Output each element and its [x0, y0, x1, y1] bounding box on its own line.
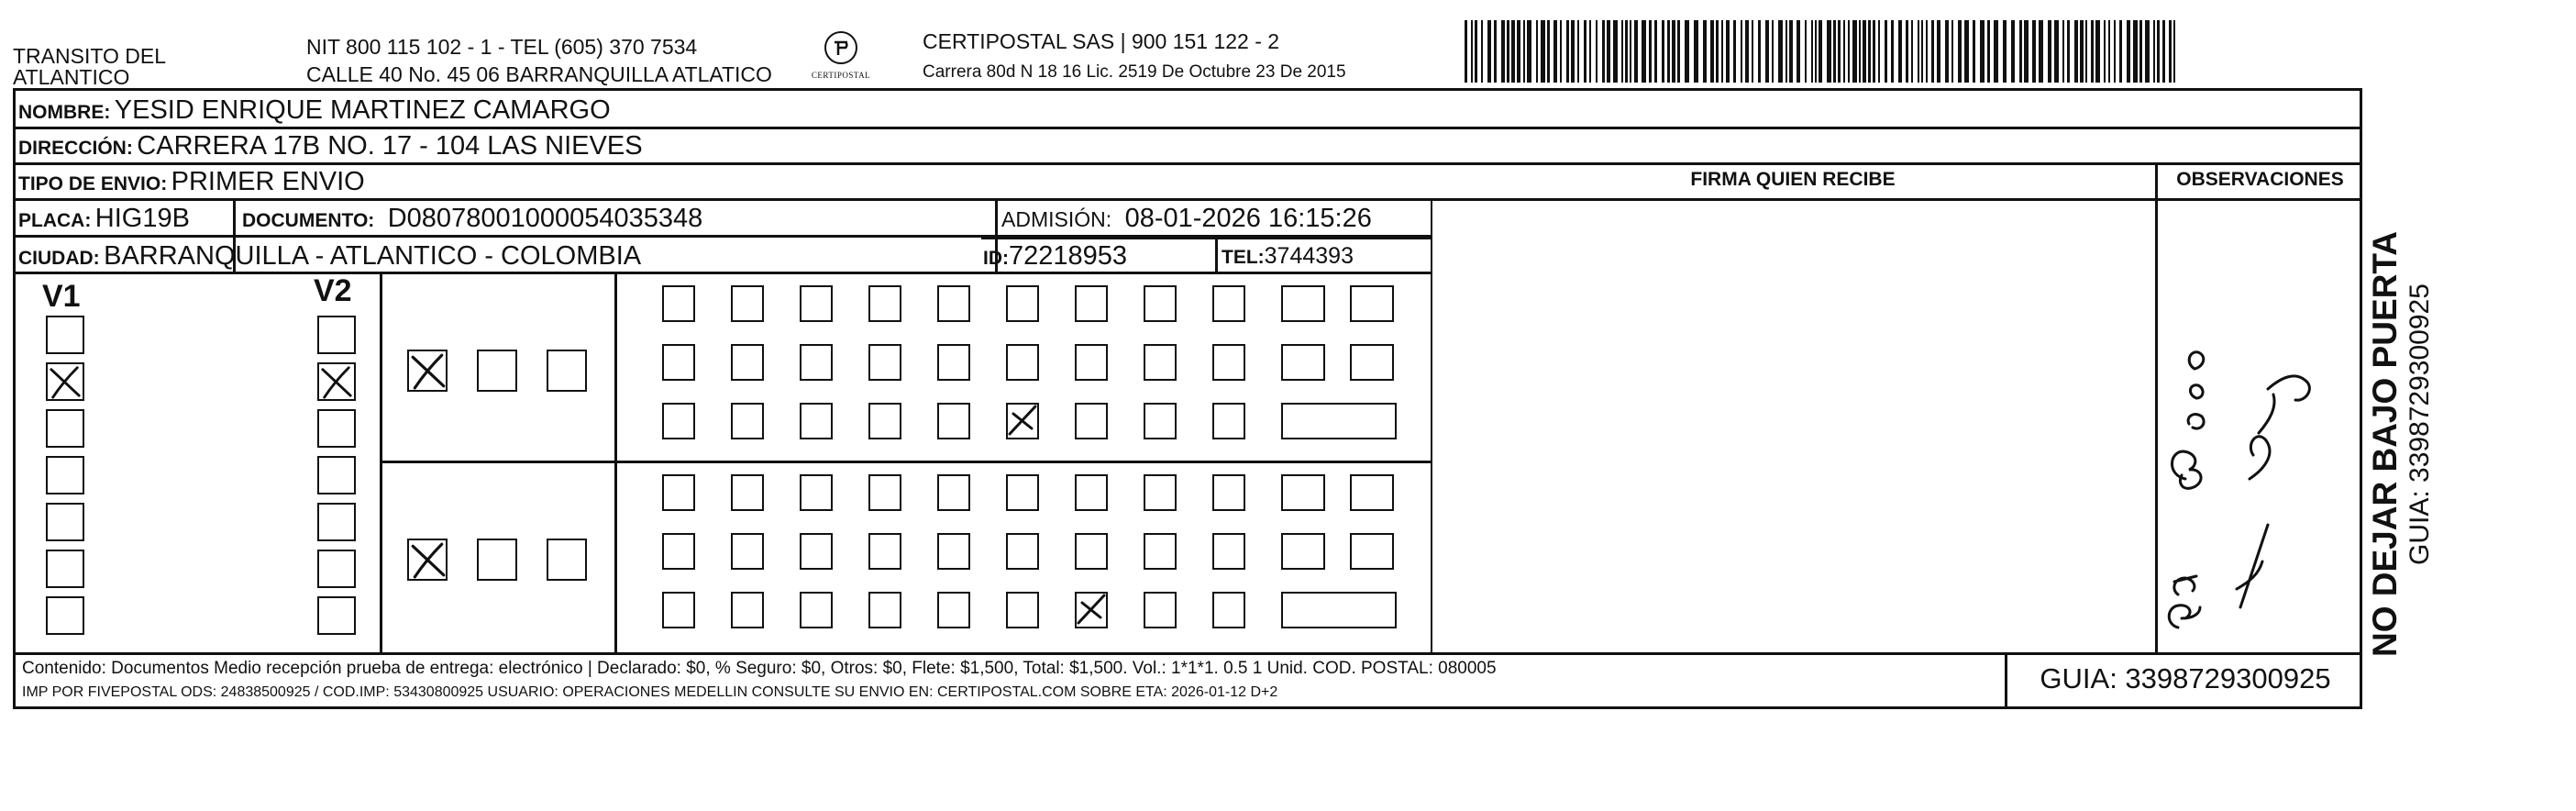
barcode-bar [1703, 20, 1707, 83]
visit-0-day-1[interactable] [662, 285, 695, 322]
barcode-bar [2104, 20, 2106, 83]
ciudad-row [18, 241, 641, 272]
barcode-bar [1772, 20, 1774, 83]
barcode-bar [1987, 20, 1990, 83]
barcode-bar [2139, 20, 2142, 83]
admision-label: ADMISIÓN: [1001, 207, 1112, 231]
barcode-bar [1873, 20, 1875, 83]
observaciones-header [2158, 169, 2362, 191]
footer-guia: GUIA: 3398729300925 [2040, 662, 2331, 694]
carrier-company-line: CERTIPOSTAL SAS | 900 151 122 - 2 [923, 29, 1280, 53]
barcode-bar [2024, 20, 2029, 83]
barcode-bar [1625, 20, 1628, 83]
barcode-bar [2074, 20, 2078, 83]
barcode-bar [1973, 20, 1975, 83]
visit-0-day-2[interactable] [731, 285, 764, 322]
barcode-bar [1571, 20, 1575, 83]
barcode-bar [1863, 20, 1866, 83]
visit-0-day-12[interactable] [662, 344, 695, 381]
visit-0-time-box[interactable] [1281, 403, 1397, 439]
barcode-bar [1859, 20, 1861, 83]
barcode-bar [1931, 20, 1934, 83]
barcode-bar [1672, 20, 1675, 83]
visit-0-day-27[interactable] [937, 403, 970, 439]
visit-1-day-16[interactable] [937, 533, 970, 570]
barcode-bar [1465, 20, 1467, 83]
direccion-row [18, 131, 643, 161]
visit-0-day-14[interactable] [800, 344, 833, 381]
barcode-bar [2019, 20, 2022, 83]
visit-0-day-16[interactable] [937, 344, 970, 381]
logo-text: CERTIPOSTAL [811, 71, 871, 80]
barcode-bar [1726, 20, 1730, 83]
barcode-bar [1906, 20, 1908, 83]
documento-label: DOCUMENTO: [242, 210, 375, 231]
barcode-bar [1621, 20, 1623, 83]
visit-0-day-19[interactable] [1144, 344, 1177, 381]
barcode-bar [1758, 20, 1761, 83]
barcode-bar [1471, 20, 1473, 83]
barcode-bar [1964, 20, 1969, 83]
barcode-bar [1891, 20, 1894, 83]
v2-checkbox-5[interactable] [317, 550, 356, 588]
barcode-bar [1677, 20, 1680, 83]
visit-0-day-6[interactable] [1006, 285, 1039, 322]
visit-1-day-28[interactable] [1006, 592, 1039, 628]
barcode-bar [1745, 20, 1749, 83]
visit-0-day-10[interactable] [1281, 285, 1325, 322]
barcode-bar [2114, 20, 2116, 83]
visit-0-day-3[interactable] [800, 285, 833, 322]
visit-1-day-13[interactable] [731, 533, 764, 570]
barcode-bar [1918, 20, 1919, 83]
barcode-bar [1517, 20, 1520, 83]
nombre-row [18, 95, 611, 126]
visit-1-day-mark [1073, 590, 1110, 630]
barcode-bar [1721, 20, 1723, 83]
barcode-bar [2095, 20, 2100, 83]
barcode-bar [2169, 20, 2172, 83]
v1-checkbox-5[interactable] [46, 550, 84, 588]
visit-1-day-15[interactable] [868, 533, 901, 570]
visit-1-month-checkbox-0[interactable] [407, 539, 448, 581]
barcode-bar [1843, 20, 1845, 83]
barcode-bar [1852, 20, 1857, 83]
barcode-bar [2067, 20, 2070, 83]
observation-handwriting [2158, 204, 2362, 652]
barcode-bar [1789, 20, 1793, 83]
tipo-envio-label: TIPO DE ENVIO: [18, 173, 168, 194]
v2-checkbox-6[interactable] [317, 596, 356, 635]
barcode-bar [1494, 20, 1497, 83]
nombre-label: NOMBRE: [18, 102, 111, 123]
logo-icon [823, 29, 859, 66]
side-guia-text: GUIA: 3398729300925 [2405, 283, 2435, 565]
visit-0-day-15[interactable] [868, 344, 901, 381]
visit-0-day-9[interactable] [1212, 285, 1245, 322]
visit-1-day-14[interactable] [800, 533, 833, 570]
barcode-bar [1501, 20, 1505, 83]
visit-0-day-4[interactable] [868, 285, 901, 322]
visit-0-day-8[interactable] [1144, 285, 1177, 322]
barcode-bar [1577, 20, 1579, 83]
visit-0-day-17[interactable] [1006, 344, 1039, 381]
barcode-bar [1541, 20, 1545, 83]
barcode-bar [1878, 20, 1880, 83]
placa-row [18, 204, 190, 234]
barcode-bar [2003, 20, 2007, 83]
visit-0-day-30[interactable] [1144, 403, 1177, 439]
visit-1-day-3[interactable] [800, 474, 833, 511]
barcode-bar [1584, 20, 1587, 83]
visit-1-day-26[interactable] [868, 592, 901, 628]
v2-checkbox-4[interactable] [317, 503, 356, 541]
certipostal-logo [800, 29, 882, 80]
barcode-bar [1926, 20, 1928, 83]
barcode-bar [1994, 20, 1998, 83]
direccion-label: DIRECCIÓN: [18, 138, 133, 159]
visit-1-time-box[interactable] [1281, 592, 1397, 628]
tel-label: TEL: [1222, 247, 1265, 268]
visit-0-day-mark [1004, 401, 1041, 441]
visit-0-month-checkbox-2[interactable] [547, 350, 587, 392]
v1-checkbox-2[interactable] [46, 409, 84, 448]
visit-1-day-12[interactable] [662, 533, 695, 570]
barcode-bar [1937, 20, 1940, 83]
address-line: CALLE 40 No. 45 06 BARRANQUILLA ATLATICO [306, 62, 772, 86]
observaciones-area [2158, 204, 2362, 652]
barcode-bar [1560, 20, 1562, 83]
barcode-bar [2032, 20, 2036, 83]
visit-1-day-19[interactable] [1144, 533, 1177, 570]
carrier-info [923, 29, 1346, 84]
visit-1-day-8[interactable] [1144, 474, 1177, 511]
barcode-bar [2080, 20, 2084, 83]
ciudad-label: CIUDAD: [18, 248, 100, 269]
barcode-bar [2162, 20, 2165, 83]
v2-checkbox-3[interactable] [317, 456, 356, 494]
barcode-bar [1630, 20, 1631, 83]
visit-1-day-17[interactable] [1006, 533, 1039, 570]
nit-line: NIT 800 115 102 - 1 - TEL (605) 370 7534 [306, 35, 698, 59]
observaciones-header-text: OBSERVACIONES [2176, 169, 2344, 190]
observation-handwriting-text: Gn Blanco [2158, 204, 2162, 205]
visit-1-day-25[interactable] [800, 592, 833, 628]
barcode-bar [1547, 20, 1550, 83]
visit-0-day-20[interactable] [1212, 344, 1245, 381]
barcode-bar [1475, 20, 1477, 83]
visit-0-day-22[interactable] [1350, 344, 1394, 381]
visit-1-day-18[interactable] [1075, 533, 1108, 570]
barcode-bar [1662, 20, 1664, 83]
barcode-bar [1613, 20, 1618, 83]
barcode-bar [1815, 20, 1817, 83]
barcode-bar [2039, 20, 2043, 83]
barcode-bar [1945, 20, 1949, 83]
barcode-image [1465, 20, 2180, 83]
v1-checkbox-3[interactable] [46, 456, 84, 494]
barcode-bar [1827, 20, 1831, 83]
issuer-contact [306, 35, 772, 87]
barcode-bar [1511, 20, 1515, 83]
visit-1-day-10[interactable] [1281, 474, 1325, 511]
v1-checkbox-0[interactable] [46, 316, 84, 354]
tipo-envio-value: PRIMER ENVIO [171, 167, 365, 196]
firma-header [1431, 169, 2155, 191]
documento-value: D08078001000054035348 [387, 204, 703, 233]
barcode-bar [1838, 20, 1841, 83]
admision-row [1001, 204, 1372, 234]
barcode-bar [1642, 20, 1646, 83]
ciudad-value: BARRANQUILLA - ATLANTICO - COLOMBIA [104, 241, 642, 271]
barcode-bar [1752, 20, 1753, 83]
barcode-bar [2091, 20, 2094, 83]
placa-label: PLACA: [18, 210, 92, 231]
visit-1-day-7[interactable] [1075, 474, 1108, 511]
barcode-bar [2127, 20, 2130, 83]
visit-1-day-11[interactable] [1350, 474, 1394, 511]
visit-0-day-18[interactable] [1075, 344, 1108, 381]
issuer-line-1: TRANSITO DEL [13, 44, 166, 68]
barcode-bar [1958, 20, 1962, 83]
visit-0-day-5[interactable] [937, 285, 970, 322]
v2-checkbox-1[interactable] [317, 362, 356, 401]
barcode-bar [2157, 20, 2160, 83]
barcode-bar [2108, 20, 2110, 83]
tel-row [1222, 243, 1354, 270]
visit-0-month-checkbox-1[interactable] [477, 350, 517, 392]
visit-1-day-4[interactable] [868, 474, 901, 511]
barcode-bar [1885, 20, 1887, 83]
footer-imp-line: IMP POR FIVEPOSTAL ODS: 24838500925 / COD.IMP: 53430800925 USUARIO: OPERACIONES MEDELLIN CONSULTE SU ENVIO EN: CERTIPOSTAL.COM SOBRE ETA: 2026-01-12 D+2 [22, 684, 1278, 700]
visit-1-day-24[interactable] [731, 592, 764, 628]
barcode-bar [1819, 20, 1822, 83]
barcode-bar [2085, 20, 2087, 83]
visit-1-day-27[interactable] [937, 592, 970, 628]
visit-1-day-20[interactable] [1212, 533, 1245, 570]
barcode-bar [1507, 20, 1509, 83]
barcode-bar [1667, 20, 1670, 83]
barcode-bar [1733, 20, 1736, 83]
barcode-bar [2119, 20, 2122, 83]
visit-0-day-26[interactable] [868, 403, 901, 439]
issuer-line-2: ATLANTICO [13, 65, 130, 89]
barcode-bar [1778, 20, 1783, 83]
visit-1-day-2[interactable] [731, 474, 764, 511]
visit-1-day-30[interactable] [1144, 592, 1177, 628]
barcode-bar [1898, 20, 1902, 83]
barcode-bar [1607, 20, 1610, 83]
side-no-dejar-text: NO DEJAR BAJO PUERTA [2366, 231, 2404, 657]
id-value: 72218953 [1009, 241, 1128, 271]
barcode-bar [1786, 20, 1787, 83]
visit-0-day-31[interactable] [1212, 403, 1245, 439]
barcode-bar [1589, 20, 1591, 83]
v2-label: V2 [314, 273, 352, 308]
barcode-bar [2054, 20, 2059, 83]
visit-1-month-checkbox-1[interactable] [477, 539, 517, 581]
visit-0-day-13[interactable] [731, 344, 764, 381]
barcode-bar [1527, 20, 1531, 83]
barcode-bar [1654, 20, 1657, 83]
barcode-bar [1848, 20, 1850, 83]
visit-1-day-6[interactable] [1006, 474, 1039, 511]
barcode-bar [1980, 20, 1985, 83]
visit-1-day-1[interactable] [662, 474, 695, 511]
barcode-bar [1553, 20, 1557, 83]
barcode [1465, 20, 2180, 83]
placa-value: HIG19B [94, 204, 190, 233]
barcode-bar [1685, 20, 1689, 83]
barcode-bar [1634, 20, 1638, 83]
barcode-bar [1868, 20, 1871, 83]
barcode-bar [1921, 20, 1923, 83]
direccion-value: CARRERA 17B NO. 17 - 104 LAS NIEVES [137, 131, 643, 161]
barcode-bar [1602, 20, 1605, 83]
id-row [983, 241, 1127, 272]
tel-value: 3744393 [1264, 243, 1354, 269]
visit-0-day-21[interactable] [1281, 344, 1325, 381]
id-label: ID: [983, 248, 1009, 269]
barcode-bar [1487, 20, 1491, 83]
v2-checkbox-2[interactable] [317, 409, 356, 448]
v1-label: V1 [42, 279, 81, 314]
firma-header-text: FIRMA QUIEN RECIBE [1690, 169, 1896, 190]
barcode-bar [1596, 20, 1598, 83]
barcode-bar [2145, 20, 2150, 83]
visit-1-day-23[interactable] [662, 592, 695, 628]
barcode-bar [1649, 20, 1652, 83]
carrier-license-line: Carrera 80d N 18 16 Lic. 2519 De Octubre 23 De 2015 [923, 62, 1346, 82]
barcode-bar [2153, 20, 2155, 83]
barcode-bar [1765, 20, 1769, 83]
barcode-bar [2133, 20, 2138, 83]
visit-0-day-24[interactable] [731, 403, 764, 439]
visit-0-day-7[interactable] [1075, 285, 1108, 322]
barcode-bar [2011, 20, 2015, 83]
barcode-bar [1805, 20, 1807, 83]
barcode-bar [1951, 20, 1953, 83]
visit-0-day-25[interactable] [800, 403, 833, 439]
barcode-bar [1833, 20, 1836, 83]
barcode-bar [1811, 20, 1813, 83]
barcode-bar [1710, 20, 1714, 83]
barcode-bar [1797, 20, 1800, 83]
barcode-bar [2062, 20, 2064, 83]
visit-1-day-31[interactable] [1212, 592, 1245, 628]
footer-contenido: Contenido: Documentos Medio recepción prueba de entrega: electrónico | Declarado: $0, % Seguro: $0, Otros: $0, Flete: $1,500, Total: $1,500. Vol.: 1*1*1. 0.5 1 Unid. COD. POSTAL: 080005 [22, 659, 1497, 678]
visit-1-day-22[interactable] [1350, 533, 1394, 570]
visit-0-day-11[interactable] [1350, 285, 1394, 322]
visit-1-month-checkbox-2[interactable] [547, 539, 587, 581]
barcode-bar [2048, 20, 2051, 83]
barcode-bar [1481, 20, 1483, 83]
v1-checkbox-1[interactable] [46, 362, 84, 401]
barcode-bar [1694, 20, 1698, 83]
visit-0-day-29[interactable] [1075, 403, 1108, 439]
visit-0-month-checkbox-0[interactable] [407, 350, 448, 392]
visit-1-day-5[interactable] [937, 474, 970, 511]
admision-value: 08-01-2026 16:15:26 [1124, 204, 1372, 233]
v2-checkbox-0[interactable] [317, 316, 356, 354]
v1-checkbox-4[interactable] [46, 503, 84, 541]
barcode-bar [1911, 20, 1913, 83]
barcode-bar [1741, 20, 1742, 83]
barcode-bar [1536, 20, 1538, 83]
v1-checkbox-6[interactable] [46, 596, 84, 635]
barcode-bar [1566, 20, 1569, 83]
nombre-value: YESID ENRIQUE MARTINEZ CAMARGO [114, 95, 611, 125]
visit-1-day-21[interactable] [1281, 533, 1325, 570]
tipo-envio-row [18, 167, 365, 197]
barcode-bar [2173, 20, 2175, 83]
visit-0-day-23[interactable] [662, 403, 695, 439]
documento-row [242, 204, 702, 234]
barcode-bar [1716, 20, 1719, 83]
side-note [2366, 88, 2435, 709]
issuer-name [13, 44, 166, 90]
barcode-bar [1523, 20, 1525, 83]
visit-1-day-9[interactable] [1212, 474, 1245, 511]
